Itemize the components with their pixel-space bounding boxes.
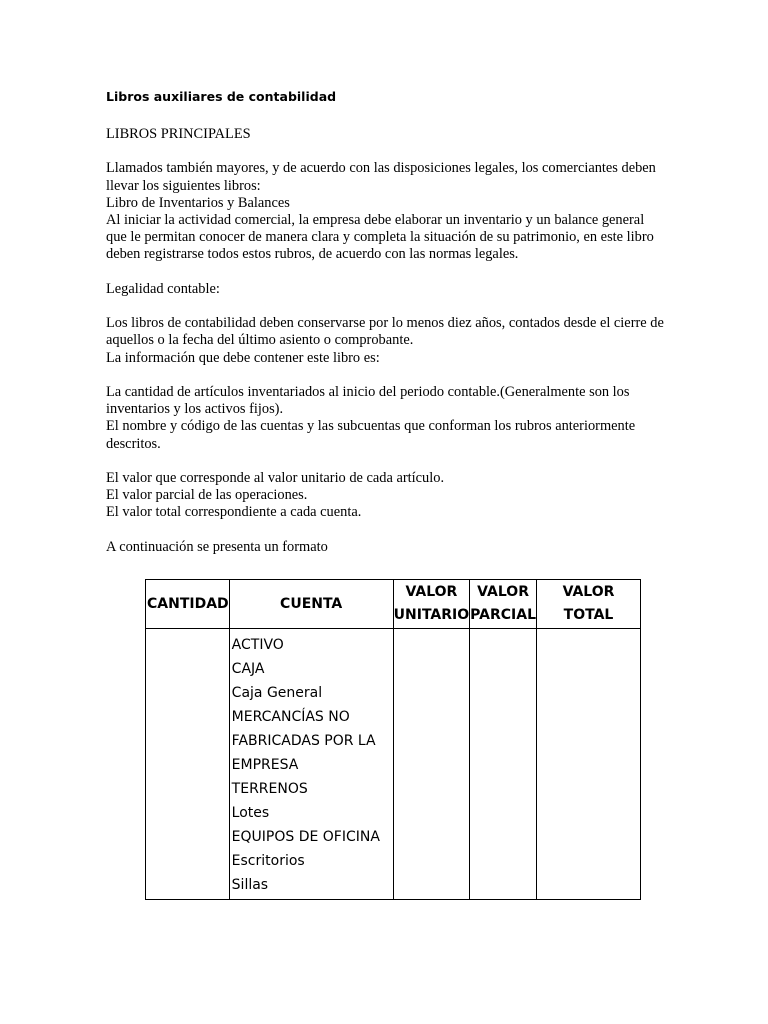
paragraph-line: A continuación se presenta un formato xyxy=(106,538,328,555)
account-item: Lotes xyxy=(231,805,270,821)
cell-valor-unitario xyxy=(393,629,469,900)
account-item: ACTIVO xyxy=(231,637,284,653)
document-body xyxy=(106,126,666,556)
paragraph-line: El nombre y código de las cuentas y las subcuentas que conforman los rubros anteriormente descritos. xyxy=(106,418,636,452)
account-item: EQUIPOS DE OFICINA xyxy=(231,829,380,845)
paragraph-line: Los libros de contabilidad deben conservarse por lo menos diez años, contados desde el cierre de aquellos o la fecha del último asiento o comprobante. xyxy=(106,315,664,349)
header-cuenta: CUENTA xyxy=(229,580,393,629)
account-item: CAJA xyxy=(231,661,265,677)
account-item: Sillas xyxy=(231,877,269,893)
account-item: TERRENOS xyxy=(231,781,308,797)
heading-libros-principales: LIBROS PRINCIPALES xyxy=(106,126,251,142)
table-row xyxy=(146,629,641,900)
header-cantidad: CANTIDAD xyxy=(146,580,230,629)
header-valor-unitario xyxy=(393,580,469,629)
header-valor-parcial xyxy=(470,580,537,629)
header-valor-total xyxy=(537,580,641,629)
table-header-row xyxy=(146,580,641,629)
header-valor-total-line2: TOTAL xyxy=(563,607,614,623)
header-valor-unitario-line2: UNITARIO xyxy=(393,607,470,623)
document-title: Libros auxiliares de contabilidad xyxy=(106,89,337,104)
header-valor-parcial-line1: VALOR xyxy=(477,584,529,600)
format-table xyxy=(145,579,641,900)
header-valor-unitario-line1: VALOR xyxy=(405,584,458,600)
paragraph-line: La cantidad de artículos inventariados al inicio del periodo contable.(Generalmente son los inventarios y los activos fijos). xyxy=(106,383,630,418)
cell-cantidad xyxy=(146,629,230,900)
account-item: EMPRESA xyxy=(231,757,299,773)
cell-valor-parcial xyxy=(470,629,537,900)
paragraph-line: El valor parcial de las operaciones. xyxy=(106,487,308,504)
paragraph-line: El valor total correspondiente a cada cuenta. xyxy=(106,504,362,521)
account-item: Escritorios xyxy=(231,853,305,869)
paragraph-line: El valor que corresponde al valor unitario de cada artículo. xyxy=(106,469,445,486)
account-item: Caja General xyxy=(231,685,323,701)
heading-legalidad-contable: Legalidad contable: xyxy=(106,280,220,297)
cell-cuenta xyxy=(229,629,393,900)
account-item: MERCANCÍAS NO xyxy=(231,709,350,725)
paragraph-line: La información que debe contener este libro es: xyxy=(106,349,380,366)
paragraph-line: Al iniciar la actividad comercial, la empresa debe elaborar un inventario y un balance general que le permitan conocer de manera clara y completa la situación de su patrimonio, en este libro deben registrarse todos estos rubros, de acuerdo con las normas legales. xyxy=(106,212,654,263)
paragraph-line: Llamados también mayores, y de acuerdo con las disposiciones legales, los comerciantes deben llevar los siguientes libros: xyxy=(106,160,656,194)
paragraph-line: Libro de Inventarios y Balances xyxy=(106,194,290,211)
header-valor-parcial-line2: PARCIAL xyxy=(470,607,536,623)
header-valor-total-line1: VALOR xyxy=(562,584,615,600)
account-item: FABRICADAS POR LA xyxy=(231,733,376,749)
cell-valor-total xyxy=(537,629,641,900)
